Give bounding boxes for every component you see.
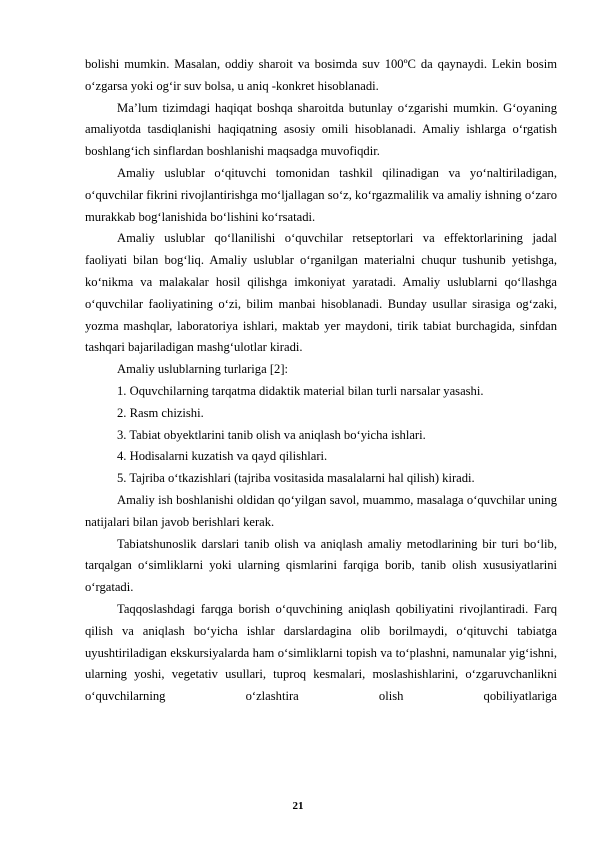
paragraph-5: Amaliy ish boshlanishi oldidan qo‘yilgan savol, muammo, masalaga o‘quvchilar uning natijalari bilan javob berishlari kerak.	[85, 492, 557, 529]
list-item-2: 2. Rasm chizishi.	[117, 405, 204, 420]
list-item-4: 4. Hodisalarni kuzatish va qayd qilishlari.	[117, 449, 328, 464]
page-number: 21	[292, 800, 304, 812]
document-body	[85, 54, 557, 708]
list-item-1: 1. Oquvchilarning tarqatma didaktik material bilan turli narsalar yasashi.	[117, 383, 484, 398]
list-intro: Amaliy uslublarning turlariga [2]:	[117, 362, 289, 377]
paragraph-7: Taqqoslashdagi farqga borish o‘quvchining aniqlash qobiliyatini rivojlantiradi. Farq qilish va aniqlash bo‘yicha ishlar darslardagina olib borilmaydi, o‘qituvchi tabiatga uyushtiriladigan ekskursiyalarda ham o‘simliklarni topish va to‘plashni, namunalar yig‘ishni, ularning yoshi, vegetativ usullari, tuproq kesmalari, moslashishlarini, o‘zgaruvchanlikni o‘quvchilarning o‘zlashtira olish qobiliyatlariga	[85, 601, 557, 704]
paragraph-3: Amaliy uslublar o‘qituvchi tomonidan tashkil qilinadigan va yo‘naltiriladigan, o‘quvchilar fikrini rivojlantirishga mo‘ljallagan so‘z, ko‘rgazmalilik va amaliy ishning o‘zaro murakkab bog‘lanishida bo‘lishini ko‘rsatadi.	[85, 165, 557, 224]
list-item-5: 5. Tajriba o‘tkazishlari (tajriba vositasida masalalarni hal qilish) kiradi.	[117, 471, 475, 486]
paragraph-6: Tabiatshunoslik darslari tanib olish va aniqlash amaliy metodlarining bir turi bo‘lib, tarqalgan o‘simliklarni yoki ularning qismlarini farqiga borib, tanib olish xususiyatlarini o‘rgatadi.	[85, 536, 557, 595]
list-item-3: 3. Tabiat obyektlarini tanib olish va aniqlash bo‘yicha ishlari.	[117, 427, 426, 442]
paragraph-1: bolishi mumkin. Masalan, oddiy sharoit va bosimda suv 100ºC da qaynaydi. Lekin bosim o‘zgarsa yoki og‘ir suv bolsa, u aniq -konkret hisoblanadi.	[85, 57, 557, 93]
paragraph-2: Ma’lum tizimdagi haqiqat boshqa sharoitda butunlay o‘zgarishi mumkin. G‘oyaning amaliyotda tasdiqlanishi haqiqatning asosiy omili hisoblanadi. Amaliy ishlarga o‘rgatish boshlang‘ich sinflardan boshlanishi maqsadga muvofiqdir.	[85, 100, 557, 159]
paragraph-4: Amaliy uslublar qo‘llanilishi o‘quvchilar retseptorlari va effektorlarining jadal faoliyati bilan bog‘liq. Amaliy uslublar o‘rganilgan materialni chuqur tushunib yetishga, ko‘nikma va malakalar hosil qilishga imkoniyat yaratadi. Amaliy uslublarni qo‘llashga o‘quvchilar faoliyatining o‘zi, bilim manbai hisoblanadi. Bunday usullar sirasiga og‘zaki, yozma mashqlar, laboratoriya ishlari, maktab yer maydoni, tirik tabiat burchagida, sinfdan tashqari bajariladigan mashg‘ulotlar kiradi.	[85, 231, 557, 355]
